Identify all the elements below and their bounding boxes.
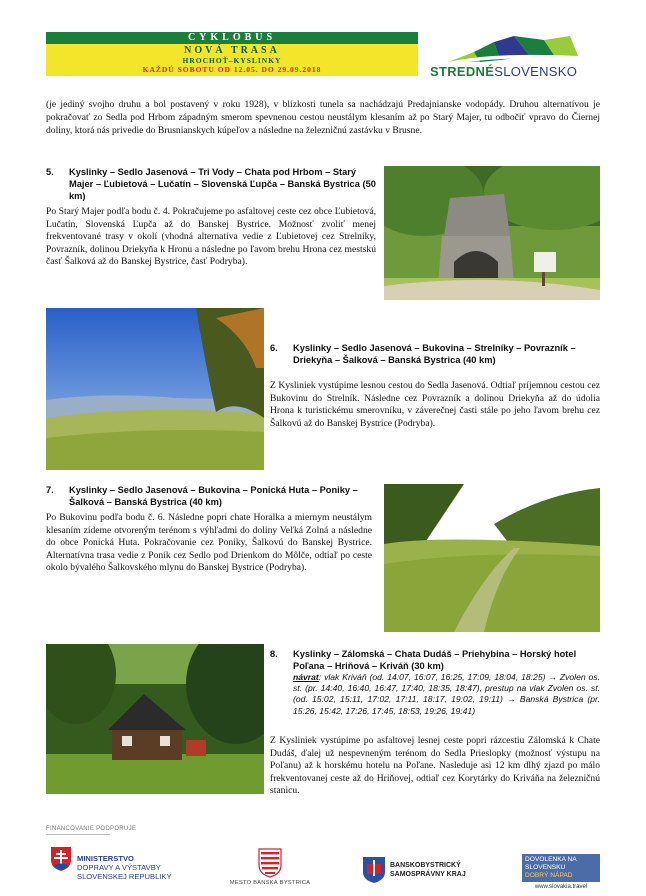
meadow-photo (46, 308, 264, 470)
region-line-2: SAMOSPRÁVNY KRAJ (390, 870, 466, 878)
logo-word-stredne: STREDNÉ (430, 64, 495, 79)
dovolenka-banner-box (522, 854, 600, 882)
slovak-coat-of-arms-icon (50, 846, 72, 872)
dovolenka-url: www.slovakia.travel (534, 884, 588, 890)
section-6-title (270, 342, 602, 366)
financing-divider (46, 834, 110, 835)
header-schedule: KAŽDÚ SOBOTU OD 12.05. DO 29.09.2018 (142, 65, 322, 74)
bbsk-coat-of-arms-icon (362, 856, 386, 884)
dovolenka-banner (522, 854, 600, 890)
section-5-heading: Kyslinky – Sedlo Jasenová – Tri Vody – Chata pod Hrbom – Starý Majer – Ľubietová – Lučatín – Slovenská Ľupča – Banská Bystrica (50 km) (69, 167, 376, 201)
section-7-number: 7. (46, 485, 54, 495)
cabin-photo (46, 644, 264, 794)
section-8-heading: Kyslinky – Zálomská – Chata Dudáš – Priehybina – Horský hotel Poľana – Hriňová – Kriváň (30 km) (293, 649, 577, 671)
section-8-title (270, 648, 602, 672)
city-label: MESTO BANSKÁ BYSTRICA (229, 880, 311, 886)
region-label (390, 862, 466, 879)
region-line-1: BANSKOBYSTRICKÝ (390, 862, 461, 869)
ministry-line-1: MINISTERSTVO (77, 854, 134, 863)
section-8-number: 8. (270, 649, 278, 659)
section-5-number: 5. (46, 167, 54, 177)
section-5-body: Po Starý Majer podľa bodu č. 4. Pokračujeme po asfaltovej ceste cez obce Ľubietová, Lučatín, Slovenská Ľupča až do Banskej Bystrice. Možnosť zvoliť menej frekventované trasy v okolí (vhodná alternatíva vedie z Ľubietovej cez Strelníky, Povrazník, dolinou Driekyňa k Hronu a následne po ľavom brehu Hrona cez mestskú časť Šalková až do Banskej Bystrice, časť Podryba). (46, 206, 376, 268)
section-6-number: 6. (270, 343, 278, 353)
logo-word-slovensko: SLOVENSKO (494, 64, 578, 79)
section-8-travel-info (293, 672, 600, 717)
section-7-title (46, 484, 376, 508)
intro-paragraph: (je jediný svojho druhu a bol postavený v roku 1928), v blízkosti tunela sa nachádzajú Predajnianske vodopády. Druhou alternatívou je pokračovať zo Sedla pod Hrbom západným smerom spevnenou cestou neustálym klesaním až po Starý Majer, tu odbočiť vpravo do Čiernej doliny, ktorá nás privedie do Brusnianskych kúpeľov a následne na železničnú zastávku v Brusne. (46, 99, 600, 136)
section-6-heading: Kyslinky – Sedlo Jasenová – Bukovina – Strelníky – Povrazník – Driekyňa – Šalková – Banská Bystrica (40 km) (293, 343, 576, 365)
iron-furnace-photo (384, 166, 600, 300)
financing-label: FINANCOVANIE PODPORUJE (46, 826, 137, 832)
header-body (46, 44, 418, 76)
dovolenka-line-3: DOBRÝ NÁPAD (525, 872, 573, 879)
section-5-title (46, 166, 376, 202)
ministry-line-3: SLOVENSKEJ REPUBLIKY (77, 872, 172, 881)
logo-wordmark (430, 64, 577, 79)
travel-return-label: návrat (293, 672, 319, 682)
header-route-label: NOVÁ TRASA (184, 45, 280, 56)
ministry-line-2: DOPRAVY A VÝSTAVBY (77, 863, 161, 872)
header-route-name: HROCHOŤ–KYSLINKY (182, 56, 282, 65)
banska-bystrica-coat-of-arms-icon (258, 848, 282, 878)
section-8-body: Z Kysliniek vystúpime po asfaltovej lesnej ceste popri rázcestiu Zálomská k Chate Dudáš, ďalej už nespevneným terénom do Sedla Prieslopky (možnosť výstupu na Poľanu) až k horskému hotelu na Poľane. Nasleduje asi 12 km dlhý zjazd po málo frekventovanej ceste až do Hriňovej, odtiaľ cez Korytárky do Kriváňa na železničnú stanicu. (270, 735, 600, 797)
header-banner (46, 32, 418, 76)
valley-photo (384, 484, 600, 632)
section-7-heading: Kyslinky – Sedlo Jasenová – Bukovina – Ponická Huta – Poniky – Šalková – Banská Bystrica (40 km) (69, 485, 358, 507)
dovolenka-line-2: SLOVENSKU (525, 864, 566, 871)
header-title: CYKLOBUS (46, 32, 418, 44)
dovolenka-line-1: DOVOLENKA NA (525, 856, 577, 863)
travel-return-schedule: : vlak Kriváň (od. 14:07, 16:07, 16:25, 17:09, 18:04, 18:25) → Zvolen os. st. (pr. 14:40, 16:40, 16:47, 17:40, 18:35, 18:47), prestup na vlak Zvolen os. st. (od. 15:02, 15:11, 17:02, 17:11, 18:17, 19:02, 19:11) → Banská Bystrica (pr. 15:26, 15:42, 17:26, 17:45, 18:53, 19:26, 19:41) (293, 672, 600, 716)
section-7-body: Po Bukovinu podľa bodu č. 6. Následne popri chate Horalka a miernym neustálym klesaním zídeme otvoreným terénom s výhľadmi do doliny Veľká Zolná a následne do obce Ponická Huta. Pokračovanie cez Poniky, Šalkovú do Banskej Bystrice. Alternatívna trasa vedie z Poník cez Sedlo pod Drienkom do Môlče, odtiaľ po ceste okolo bývalého Šalkovského mlynu do Banskej Bystrice (Podryba). (46, 512, 372, 574)
ministry-label (77, 854, 172, 881)
section-6-body: Z Kysliniek vystúpime lesnou cestou do Sedla Jasenová. Odtiaľ príjemnou cestou cez Bukovinu do Strelník. Následne cez Povrazník a dolinou Driekyňa až do údolia Hrona k turistickému smerovníku, v záverečnej časti stále po jeho ľavom brehu cez Šalkovú až do Banskej Bystrice (Podryba). (270, 380, 600, 429)
